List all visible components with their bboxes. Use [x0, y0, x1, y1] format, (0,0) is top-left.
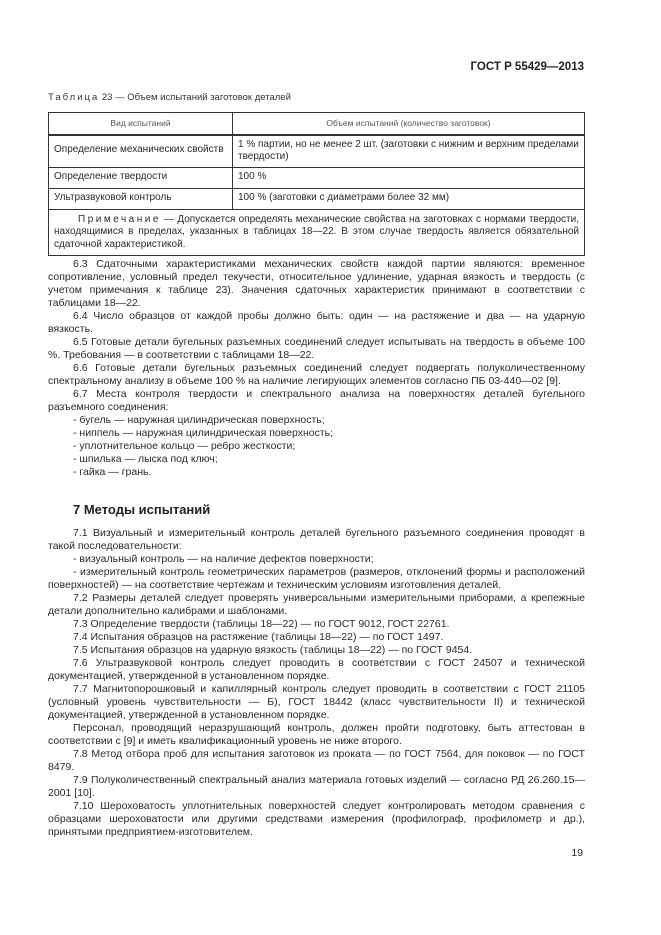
list-item: - измерительный контроль геометрических параметров (размеров, отклонений формы и расположений поверхностей) — на соответствие чертежам и техническим условиям изготовления деталей.: [48, 566, 585, 591]
paragraph: 7.4 Испытания образцов на растяжение (таблицы 18—22) — по ГОСТ 1497.: [73, 631, 444, 643]
paragraph: 7.8 Метод отбора проб для испытания заготовок из проката — по ГОСТ 7564, для поковок — по ГОСТ 8479.: [48, 748, 585, 773]
section-7-body: [48, 527, 585, 839]
column-header: Вид испытаний: [49, 113, 233, 135]
tests-volume-table: [48, 112, 585, 256]
document-id: ГОСТ Р 55429—2013: [470, 61, 584, 73]
section-6-body: [48, 258, 585, 479]
list-item: - ниппель — наружная цилиндрическая поверхность;: [73, 427, 334, 439]
table-cell: Определение механических свойств: [49, 135, 233, 168]
paragraph: 7.10 Шероховатость уплотнительных поверхностей следует контролировать методом сравнения с образцами шероховатости или другими средствами измерения (профилограф, профилометр и др.), принятыми предприятием-изготовителем.: [48, 800, 585, 838]
paragraph: 7.2 Размеры деталей следует проверять универсальными измерительными приборами, а крепежные детали дополнительно калибрами и шаблонами.: [48, 592, 585, 617]
paragraph: 7.5 Испытания образцов на ударную вязкость (таблицы 18—22) — по ГОСТ 9454.: [73, 644, 473, 656]
paragraph: 6.3 Сдаточными характеристиками механических свойств каждой партии являются: временное сопротивление, условный предел текучести, относительное удлинение, ударная вязкость и твердость (с учетом примечания к таблице 23). Значения сдаточных характеристик принимают в соответствии с таблицами 18—22.: [48, 258, 585, 309]
table-cell: 100 % (заготовки с диаметрами более 32 мм): [233, 188, 585, 209]
list-item: - шпилька — лыска под ключ;: [73, 453, 218, 465]
page-number: 19: [571, 847, 583, 859]
table-caption: [48, 92, 291, 103]
table-note: [49, 209, 585, 256]
paragraph: 7.9 Полуколичественный спектральный анализ материала готовых изделий — согласно РД 26.260.15—2001 [10].: [48, 774, 585, 799]
paragraph: 6.5 Готовые детали бугельных разъемных соединений следует испытывать на твердость в объеме 100 %. Требования — в соответствии с таблицами 18—22.: [48, 336, 585, 361]
table-header-row: [49, 113, 585, 135]
paragraph: 7.3 Определение твердости (таблицы 18—22) — по ГОСТ 9012, ГОСТ 22761.: [73, 618, 450, 630]
list-item: - гайка — грань.: [73, 466, 152, 478]
list-item: - уплотнительное кольцо — ребро жесткости;: [73, 440, 296, 452]
section-heading: 7 Методы испытаний: [73, 502, 211, 517]
paragraph: Персонал, проводящий неразрушающий контроль, должен пройти подготовку, быть аттестован в соответствии с [9] и иметь квалификационный уровень не ниже второго.: [48, 722, 585, 747]
paragraph: 6.4 Число образцов от каждой пробы должно быть: один — на растяжение и два — на ударную вязкость.: [48, 310, 585, 335]
column-header: Объем испытаний (количество заготовок): [233, 113, 585, 135]
paragraph: 6.6 Готовые детали бугельных разъемных соединений следует подвергать полуколичественному спектральному анализу в объеме 100 % на наличие легирующих элементов согласно ПБ 03-440—02 [9].: [48, 362, 585, 387]
table-row: [49, 135, 585, 168]
table-note-row: [49, 209, 585, 256]
paragraph: 7.1 Визуальный и измерительный контроль деталей бугельного разъемного соединения проводят в такой последовательности:: [48, 527, 585, 552]
table-caption-prefix: Таблица: [48, 92, 100, 103]
note-text: — Допускается определять механические свойства на заготовках с нормами твердости, находящимися в пределах, указанных в таблицах 18—22. В этом случае твердость является обязательной сдаточной характеристикой.: [54, 213, 579, 250]
paragraph: 6.7 Места контроля твердости и спектрального анализа на поверхностях деталей бугельного разъемного соединения:: [48, 388, 585, 413]
table-cell: Ультразвуковой контроль: [49, 188, 233, 209]
paragraph: 7.7 Магнитопорошковый и капиллярный контроль следует проводить в соответствии с ГОСТ 21105 (условный уровень чувствительности — Б), ГОСТ 18442 (класс чувствительности II) и технической документацией, утвержденной в установленном порядке.: [48, 683, 585, 721]
paragraph: 7.6 Ультразвуковой контроль следует проводить в соответствии с ГОСТ 24507 и технической документацией, утвержденной в установленном порядке.: [48, 657, 585, 682]
table-cell: 100 %: [233, 167, 585, 188]
table-cell: Определение твердости: [49, 167, 233, 188]
table-cell: 1 % партии, но не менее 2 шт. (заготовки с нижним и верхним пределами твердости): [233, 135, 585, 168]
note-label: Примечание: [78, 213, 161, 225]
table-row: [49, 188, 585, 209]
table-caption-title: 23 — Объем испытаний заготовок деталей: [99, 92, 291, 103]
table-row: [49, 167, 585, 188]
list-item: - бугель — наружная цилиндрическая поверхность;: [73, 414, 325, 426]
list-item: - визуальный контроль — на наличие дефектов поверхности;: [73, 553, 374, 565]
